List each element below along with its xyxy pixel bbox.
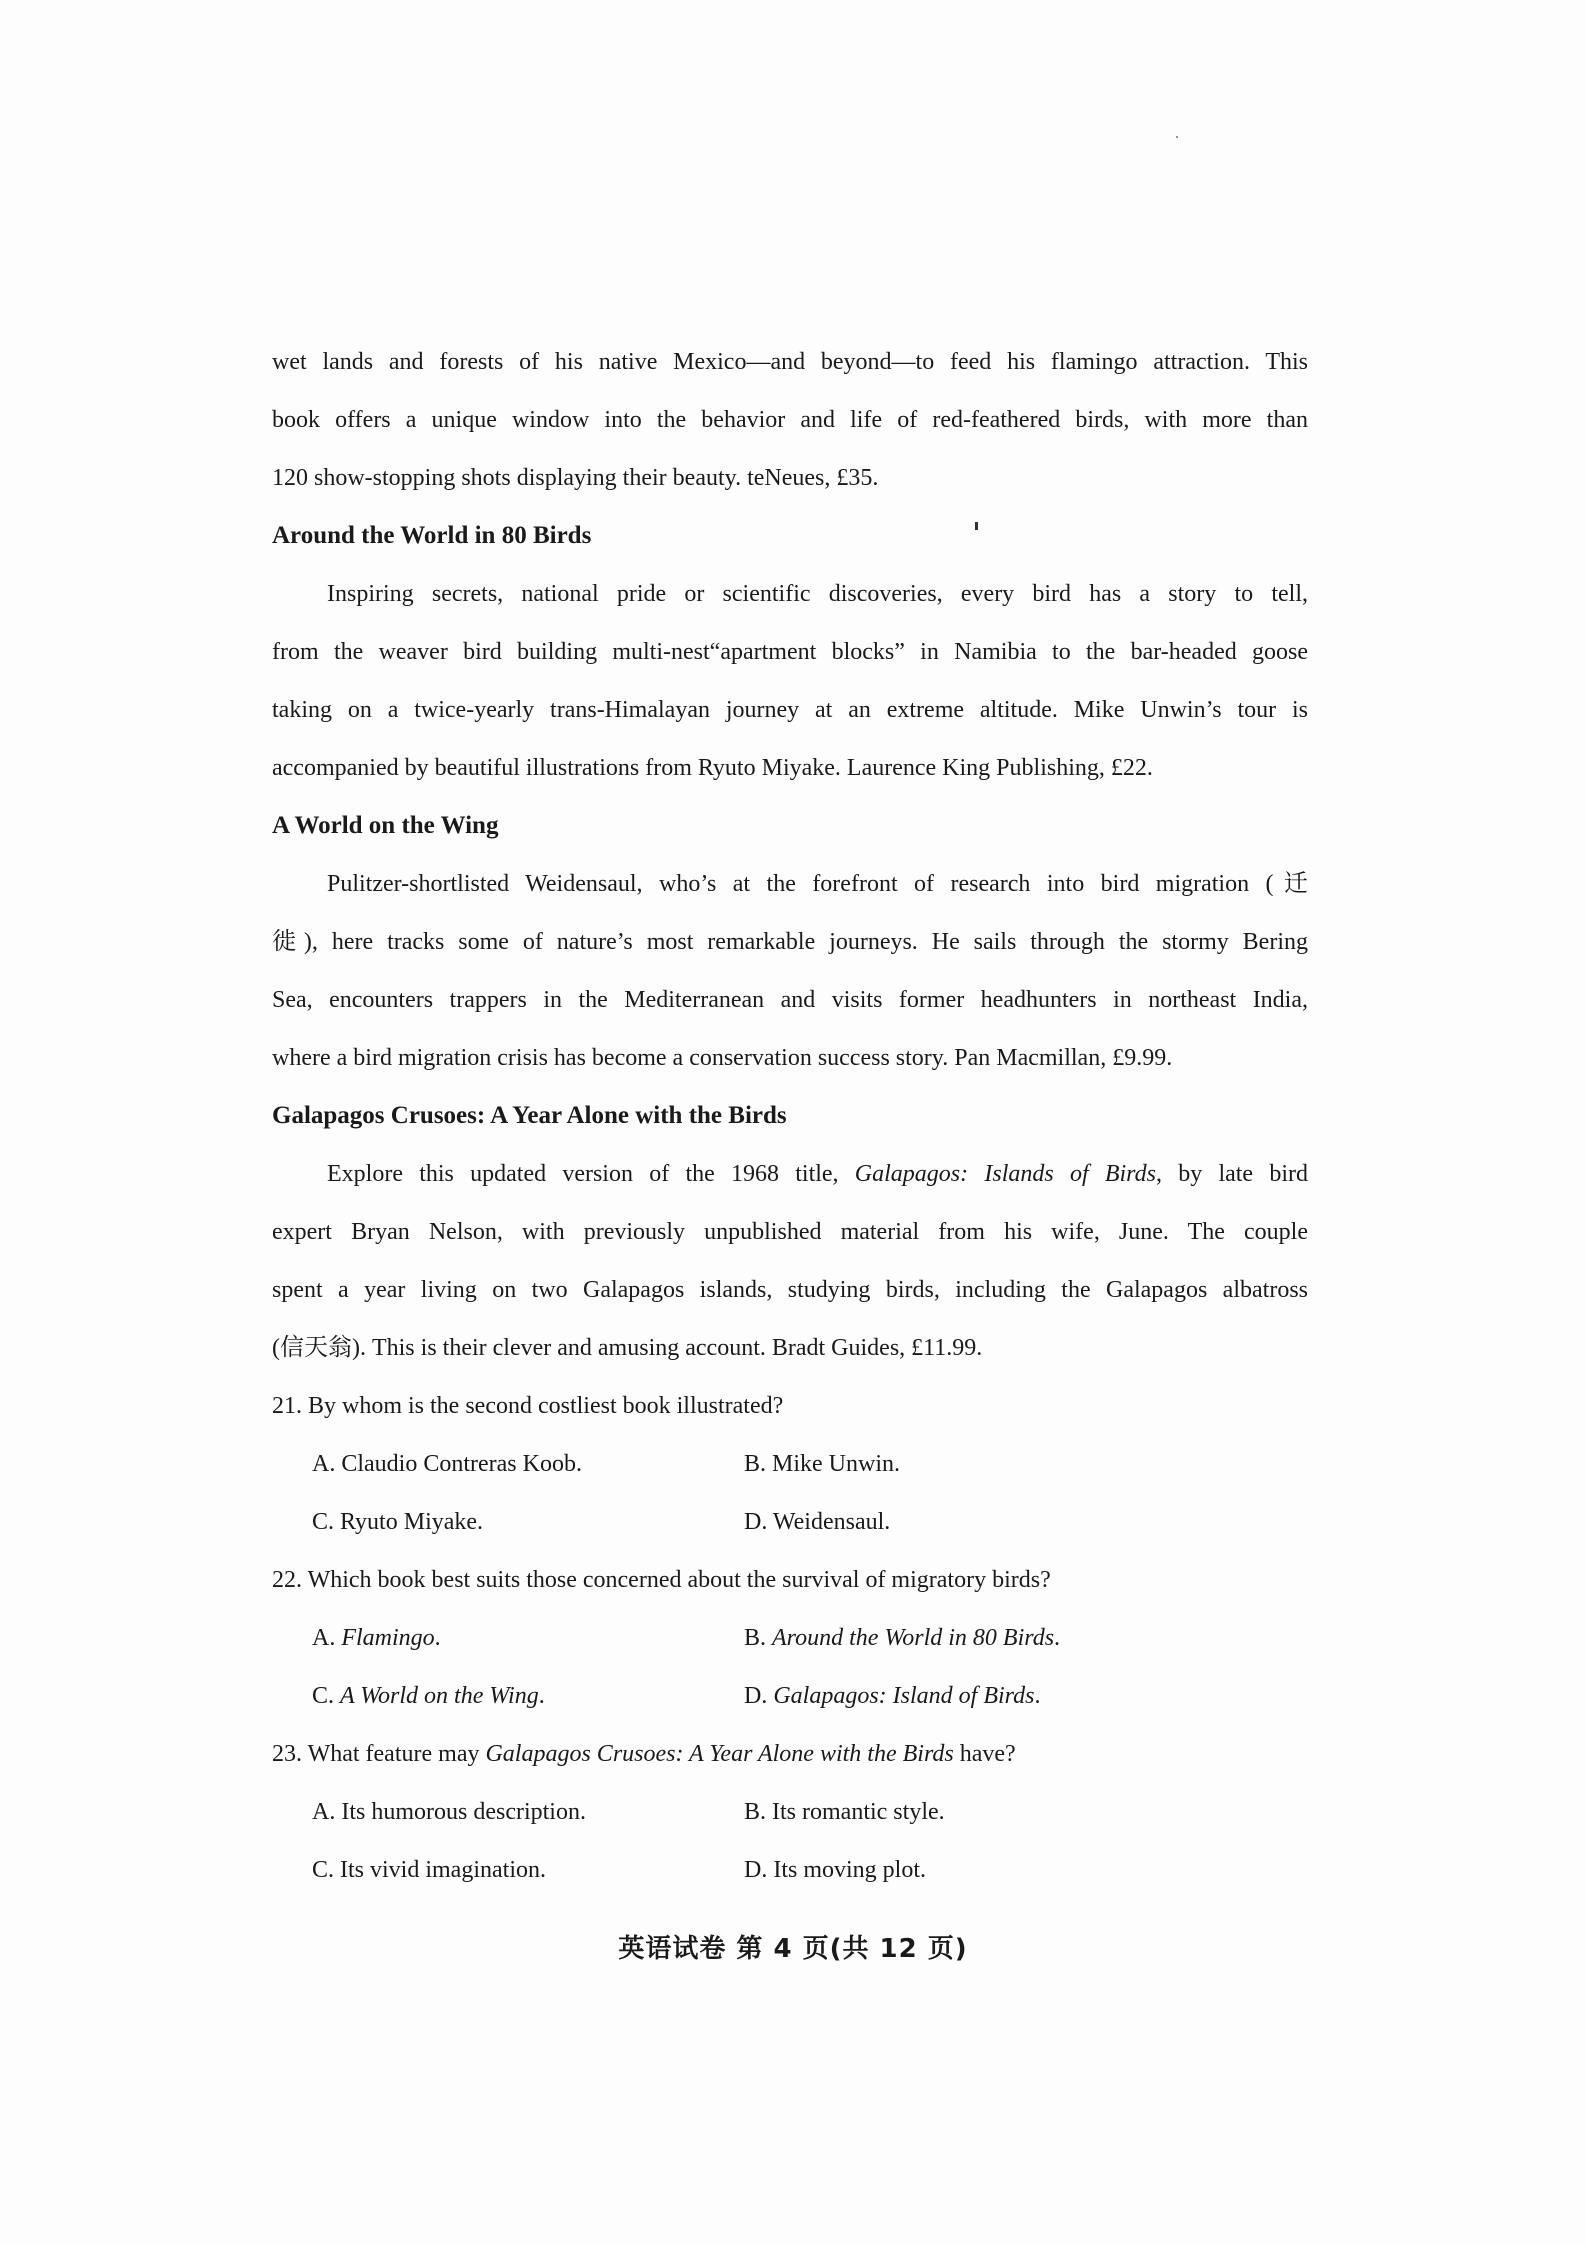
option-b: B. Its romantic style.	[744, 1799, 945, 1825]
question-stem: 21. By whom is the second costliest book illustrated?	[272, 1393, 784, 1419]
passage-line: accompanied by beautiful illustrations from Ryuto Miyake. Laurence King Publishing, £22.	[272, 755, 1153, 781]
question-stem	[272, 1732, 1308, 1790]
passage-line: taking on a twice-yearly trans-Himalayan journey at an extreme altitude. Mike Unwin’s tour is	[272, 697, 1308, 723]
text-span: Explore this updated version of the 1968 title,	[327, 1161, 855, 1187]
italic-title: Galapagos Crusoes: A Year Alone with the Birds	[485, 1741, 954, 1767]
book-title: A World on the Wing	[272, 812, 499, 839]
option-title: Flamingo	[341, 1625, 435, 1651]
option-b: B. Mike Unwin.	[744, 1451, 900, 1477]
passage-line: wet lands and forests of his native Mexico—and beyond—to feed his flamingo attraction. This	[272, 349, 1308, 375]
question-stem: 22. Which book best suits those concerned about the survival of migratory birds?	[272, 1567, 1051, 1593]
option-prefix: B.	[744, 1625, 773, 1651]
passage-line: (信天翁). This is their clever and amusing account. Bradt Guides, £11.99.	[272, 1335, 983, 1361]
option-prefix: D.	[744, 1683, 774, 1709]
option-prefix: C.	[312, 1683, 341, 1709]
option-a: A. Flamingo.	[312, 1625, 441, 1651]
option-b: B. Around the World in 80 Birds.	[744, 1625, 1061, 1651]
text-span: have?	[953, 1741, 1016, 1767]
option-row	[272, 1442, 1308, 1500]
reading-passage	[272, 340, 1308, 1906]
option-c: C. A World on the Wing.	[312, 1683, 545, 1709]
passage-line: Sea, encounters trappers in the Mediterranean and visits former headhunters in northeast India,	[272, 987, 1308, 1013]
page-footer: 英语试卷 第 4 页(共 12 页)	[618, 1934, 968, 1964]
option-d: D. Weidensaul.	[744, 1509, 891, 1535]
passage-line: Pulitzer-shortlisted Weidensaul, who’s at the forefront of research into bird migration (迁	[327, 871, 1308, 897]
option-title: Around the World in 80 Birds	[772, 1625, 1055, 1651]
passage-line: from the weaver bird building multi-nest“apartment blocks” in Namibia to the bar-headed goose	[272, 639, 1308, 665]
passage-line: spent a year living on two Galapagos islands, studying birds, including the Galapagos albatross	[272, 1277, 1308, 1303]
italic-title: Galapagos: Islands of Birds	[854, 1161, 1156, 1187]
option-row	[272, 1500, 1308, 1558]
option-d: D. Galapagos: Island of Birds.	[744, 1683, 1041, 1709]
option-row	[272, 1674, 1308, 1732]
option-title: A World on the Wing	[340, 1683, 539, 1709]
option-c: C. Its vivid imagination.	[312, 1857, 546, 1883]
option-prefix: A.	[312, 1625, 342, 1651]
book-title: Around the World in 80 Birds	[272, 522, 592, 549]
option-row	[272, 1790, 1308, 1848]
passage-line: expert Bryan Nelson, with previously unpublished material from his wife, June. The couple	[272, 1219, 1308, 1245]
text-span: , by late bird	[1155, 1161, 1308, 1187]
passage-line	[272, 1152, 1308, 1210]
option-a: A. Its humorous description.	[312, 1799, 586, 1825]
passage-line: 徙), here tracks some of nature’s most remarkable journeys. He sails through the stormy Bering	[272, 929, 1308, 955]
book-title: Galapagos Crusoes: A Year Alone with the Birds	[272, 1102, 787, 1129]
option-title: Galapagos: Island of Birds	[773, 1683, 1035, 1709]
option-row	[272, 1848, 1308, 1906]
scan-speck	[1176, 136, 1178, 138]
passage-line: Inspiring secrets, national pride or scientific discoveries, every bird has a story to tell,	[327, 581, 1308, 607]
passage-line: 120 show-stopping shots displaying their beauty. teNeues, £35.	[272, 465, 879, 491]
option-d: D. Its moving plot.	[744, 1857, 927, 1883]
text-span: 23. What feature may	[272, 1741, 486, 1767]
passage-line: book offers a unique window into the behavior and life of red-feathered birds, with more than	[272, 407, 1308, 433]
option-a: A. Claudio Contreras Koob.	[312, 1451, 582, 1477]
option-c: C. Ryuto Miyake.	[312, 1509, 484, 1535]
passage-line: where a bird migration crisis has become a conservation success story. Pan Macmillan, £9.99.	[272, 1045, 1173, 1071]
option-row	[272, 1616, 1308, 1674]
